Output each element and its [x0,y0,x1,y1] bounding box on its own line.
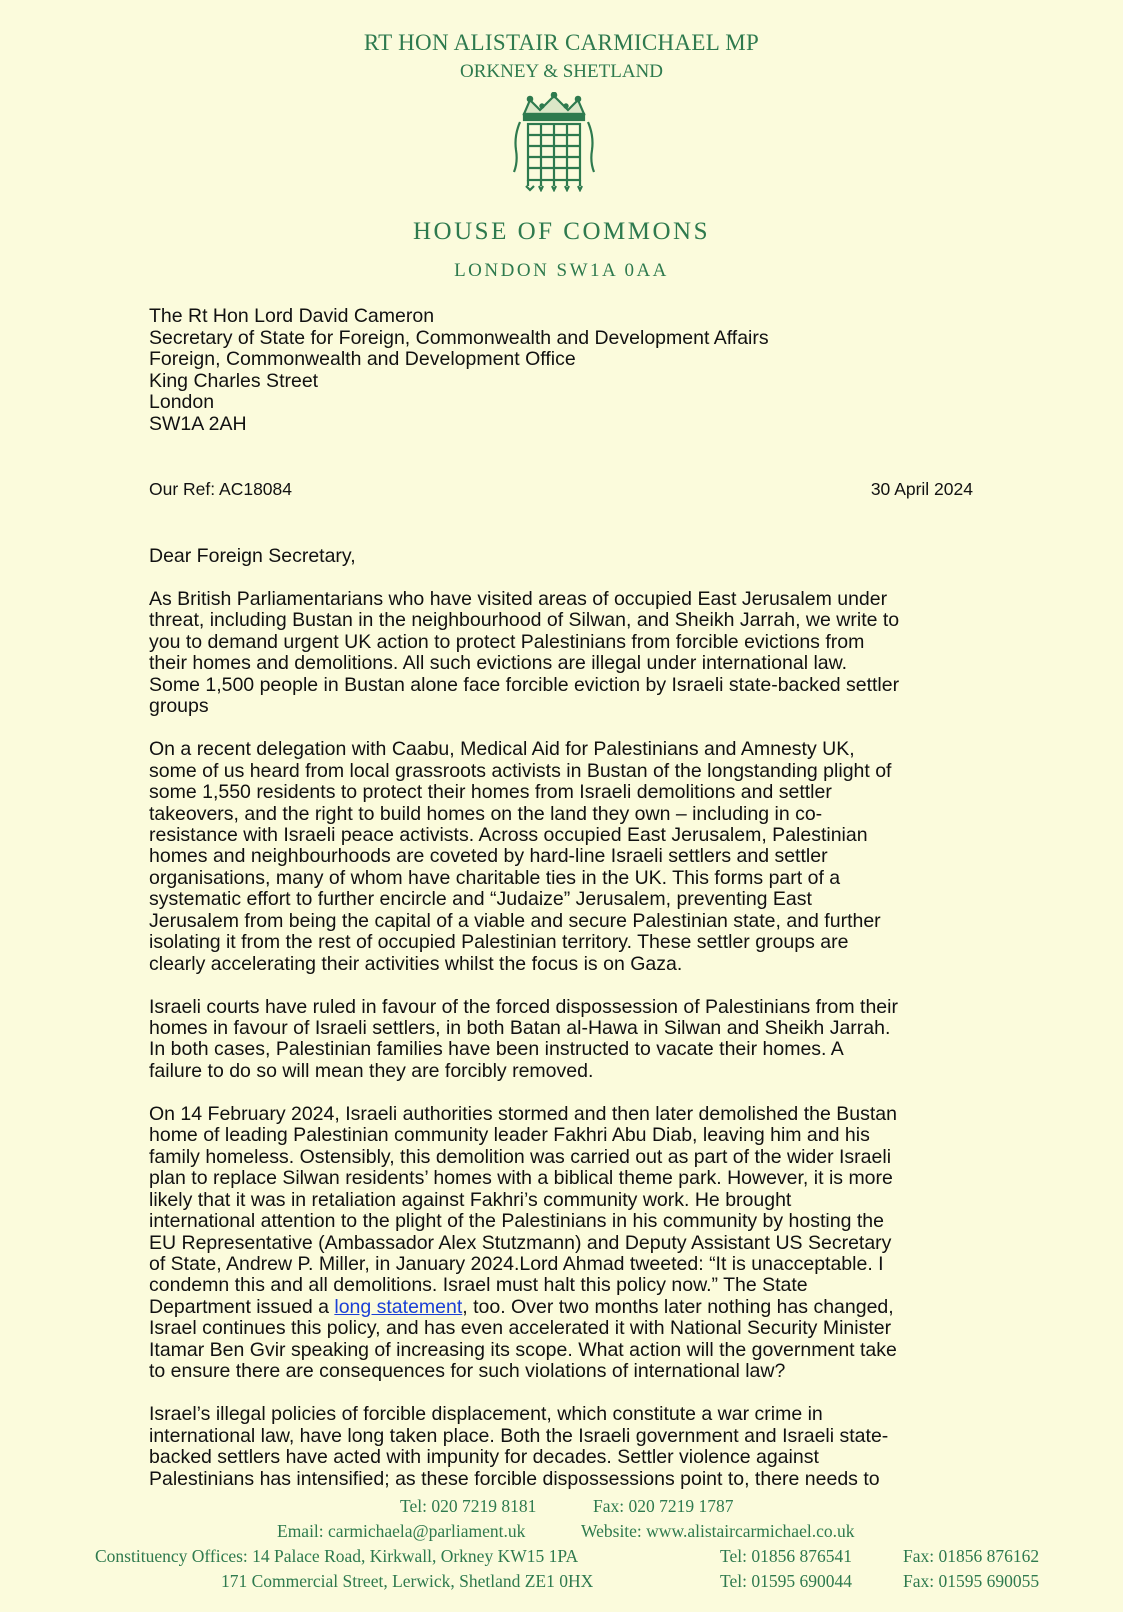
footer-office-kirkwall-fax: Fax: 01856 876162 [903,1546,1040,1566]
footer-office-lerwick-tel: Tel: 01595 690044 [720,1571,852,1591]
body-line: family homeless. Ostensibly, this demolition was carried out as part of the wider Israeli [149,1145,892,1168]
letter-date: 30 April 2024 [870,479,973,499]
recipient-address [149,306,769,435]
body-line: EU Representative (Ambassador Alex Stutzmann) and Deputy Assistant US Secretary [149,1231,892,1254]
body-line: Israel continues this policy, and has even accelerated it with National Security Minister [149,1317,892,1340]
body-line: isolating it from the rest of occupied Palestinian territory. These settler groups are [149,931,849,954]
body-line: you to demand urgent UK action to protect Palestinians from forcible evictions from [149,630,865,653]
paragraph-1 [149,589,979,718]
body-line: condemn this and all demolitions. Israel must halt this policy now.” The State [149,1274,808,1297]
letter-body [149,589,979,1511]
body-line: clearly accelerating their activities whilst the focus is on Gaza. [149,952,683,975]
recipient-line: SW1A 2AH [149,412,247,435]
body-line: takeovers, and the right to build homes on the land they own – including in co- [149,802,823,825]
footer-office-lerwick: 171 Commercial Street, Lerwick, Shetland ZE1 0HX [221,1571,594,1591]
body-line-with-link [149,1297,979,1318]
body-line: their homes and demolitions. All such evictions are illegal under international law. [149,652,848,675]
paragraph-3 [149,997,979,1083]
body-line: On a recent delegation with Caabu, Medical Aid for Palestinians and Amnesty UK, [149,738,855,761]
body-line: Jerusalem from being the capital of a viable and secure Palestinian state, and further [149,909,881,932]
footer-website: Website: www.alistaircarmichael.co.uk [581,1521,855,1541]
link-suffix: , too. Over two months later nothing has changed, [462,1295,894,1318]
recipient-line: Secretary of State for Foreign, Commonwealth and Development Affairs [149,326,769,349]
body-line: homes and neighbourhoods are coveted by hard-line Israeli settlers and settler [149,845,828,868]
body-line: As British Parliamentarians who have visited areas of occupied East Jerusalem under [149,588,888,610]
body-line: resistance with Israeli peace activists. Across occupied East Jerusalem, Palestinian [149,823,868,846]
footer-fax: Fax: 020 7219 1787 [593,1496,734,1516]
recipient-line: The Rt Hon Lord David Cameron [149,305,435,327]
body-line: international law, have long taken place. Both the Israeli government and Israeli state- [149,1424,889,1447]
body-line: On 14 February 2024, Israeli authorities stormed and then later demolished the Bustan [149,1102,897,1125]
body-line: homes in favour of Israeli settlers, in both Batan al-Hawa in Silwan and Sheikh Jarrah. [149,1017,891,1040]
body-line: some of us heard from local grassroots activists in Bustan of the longstanding plight of [149,759,892,782]
recipient-line: King Charles Street [149,369,319,392]
footer-office-kirkwall: Constituency Offices: 14 Palace Road, Kirkwall, Orkney KW15 1PA [95,1546,579,1566]
body-line: plan to replace Silwan residents’ homes with a biblical theme park. However, it is more [149,1167,893,1190]
portcullis-icon [510,92,598,192]
mp-name: RT HON ALISTAIR CARMICHAEL MP [363,30,760,55]
salutation: Dear Foreign Secretary, [149,545,356,567]
paragraph-2 [149,739,979,975]
footer-office-kirkwall-tel: Tel: 01856 876541 [720,1546,852,1566]
footer-email: Email: carmichaela@parliament.uk [277,1521,526,1541]
paragraph-5 [149,1404,979,1490]
long-statement-link[interactable]: long statement [334,1295,463,1318]
paragraph-4 [149,1104,979,1383]
house-of-commons-heading: HOUSE OF COMMONS [413,218,710,245]
reference: Our Ref: AC18084 [149,479,292,499]
body-line: of State, Andrew P. Miller, in January 2024.Lord Ahmad tweeted: “It is unacceptable. I [149,1253,884,1275]
house-address: LONDON SW1A 0AA [454,260,669,281]
body-line: likely that it was in retaliation against Fakhri’s community work. He brought [149,1188,792,1211]
body-line: Palestinians has intensified; as these forcible dispossessions point to, there needs to [149,1467,880,1490]
footer-tel: Tel: 020 7219 8181 [400,1496,537,1516]
body-line: organisations, many of whom have charitable ties in the UK. This forms part of a [149,866,841,889]
footer-office-lerwick-fax: Fax: 01595 690055 [903,1571,1040,1591]
recipient-line: Foreign, Commonwealth and Development Office [149,348,576,370]
body-line: some 1,550 residents to protect their homes from Israeli demolitions and settler [149,781,832,804]
body-line: Some 1,500 people in Bustan alone face forcible eviction by Israeli state-backed settler [149,673,900,696]
body-line: groups [149,695,209,718]
body-line: backed settlers have acted with impunity for decades. Settler violence against [149,1446,819,1469]
body-line: to ensure there are consequences for such violations of international law? [149,1360,786,1383]
body-line: home of leading Palestinian community leader Fakhri Abu Diab, leaving him and his [149,1124,870,1147]
body-line: Israel’s illegal policies of forcible displacement, which constitute a war crime in [149,1403,823,1426]
body-line: systematic effort to further encircle and “Judaize” Jerusalem, preventing East [149,888,812,911]
body-line: failure to do so will mean they are forcibly removed. [149,1059,594,1082]
constituency: ORKNEY & SHETLAND [459,61,663,82]
body-line: international attention to the plight of the Palestinians in his community by hosting the [149,1210,884,1233]
recipient-line: London [149,391,215,413]
body-line: In both cases, Palestinian families have been instructed to vacate their homes. A [149,1038,844,1061]
link-prefix: Department issued a [149,1295,335,1318]
body-line: Israeli courts have ruled in favour of the forced dispossession of Palestinians from their [149,995,898,1018]
body-line: Itamar Ben Gvir speaking of increasing its scope. What action will the government take [149,1338,897,1361]
body-line: threat, including Bustan in the neighbourhood of Silwan, and Sheikh Jarrah, we write to [149,609,900,632]
